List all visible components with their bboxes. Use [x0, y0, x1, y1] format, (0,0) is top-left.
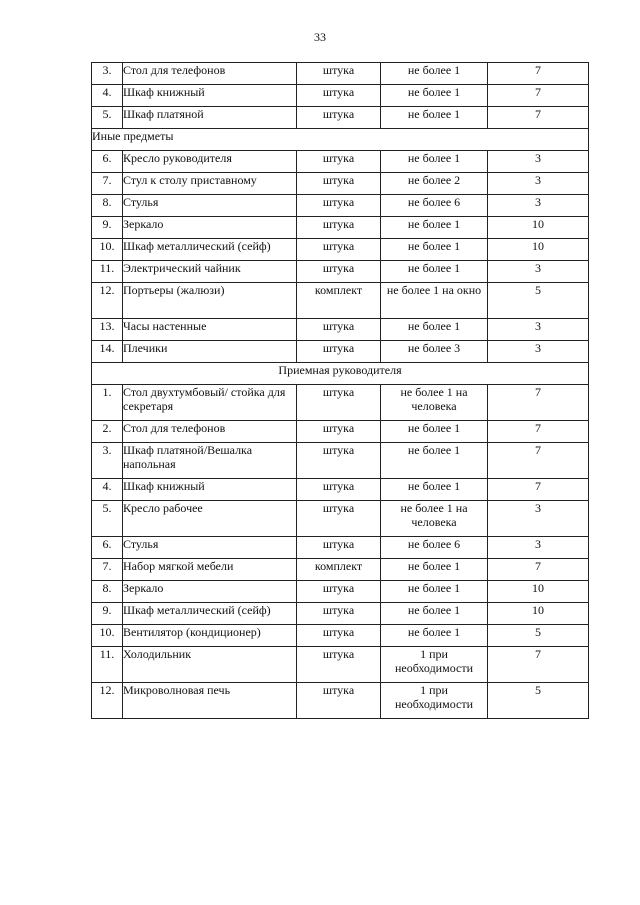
item-term: 7: [488, 421, 589, 443]
row-number: 4.: [92, 479, 123, 501]
row-number: 3.: [92, 443, 123, 479]
table-row: [92, 63, 589, 85]
item-unit: штука: [297, 479, 381, 501]
item-name: Вентилятор (кондиционер): [123, 625, 297, 647]
item-name: Шкаф металлический (сейф): [123, 603, 297, 625]
item-name: Шкаф книжный: [123, 85, 297, 107]
row-number: 7.: [92, 559, 123, 581]
item-term: 3: [488, 501, 589, 537]
item-name: Шкаф платяной: [123, 107, 297, 129]
furniture-table: [91, 62, 589, 719]
row-number: 5.: [92, 107, 123, 129]
item-name: Часы настенные: [123, 319, 297, 341]
item-quantity: не более 1 на окно: [381, 283, 488, 319]
item-quantity: не более 1: [381, 559, 488, 581]
item-term: 7: [488, 479, 589, 501]
item-unit: штука: [297, 603, 381, 625]
item-quantity: не более 1: [381, 625, 488, 647]
table-row: [92, 261, 589, 283]
table-row: [92, 217, 589, 239]
item-quantity: не более 1: [381, 443, 488, 479]
table-row: [92, 239, 589, 261]
item-name: Плечики: [123, 341, 297, 363]
item-unit: штука: [297, 63, 381, 85]
item-name: Зеркало: [123, 581, 297, 603]
table-row: [92, 647, 589, 683]
table-row: [92, 537, 589, 559]
row-number: 1.: [92, 385, 123, 421]
table-row: [92, 603, 589, 625]
item-term: 7: [488, 107, 589, 129]
item-unit: штука: [297, 261, 381, 283]
table-row: [92, 559, 589, 581]
item-term: 7: [488, 559, 589, 581]
table-body: [92, 63, 589, 719]
item-term: 7: [488, 385, 589, 421]
row-number: 9.: [92, 603, 123, 625]
item-quantity: не более 1: [381, 85, 488, 107]
table-row: [92, 107, 589, 129]
item-unit: штука: [297, 385, 381, 421]
item-name: Стулья: [123, 537, 297, 559]
item-term: 5: [488, 683, 589, 719]
item-name: Зеркало: [123, 217, 297, 239]
item-term: 3: [488, 173, 589, 195]
item-quantity: не более 6: [381, 537, 488, 559]
item-unit: штука: [297, 501, 381, 537]
item-term: 7: [488, 443, 589, 479]
item-term: 5: [488, 625, 589, 647]
item-name: Стол для телефонов: [123, 63, 297, 85]
item-unit: штука: [297, 625, 381, 647]
item-term: 3: [488, 151, 589, 173]
row-number: 11.: [92, 261, 123, 283]
row-number: 4.: [92, 85, 123, 107]
item-term: 7: [488, 63, 589, 85]
row-number: 11.: [92, 647, 123, 683]
item-name: Микроволновая печь: [123, 683, 297, 719]
row-number: 2.: [92, 421, 123, 443]
row-number: 5.: [92, 501, 123, 537]
item-name: Шкаф платяной/Вешалка напольная: [123, 443, 297, 479]
item-unit: штука: [297, 341, 381, 363]
table-row: [92, 85, 589, 107]
item-name: Стол для телефонов: [123, 421, 297, 443]
table-row: [92, 151, 589, 173]
item-term: 3: [488, 341, 589, 363]
row-number: 10.: [92, 239, 123, 261]
row-number: 13.: [92, 319, 123, 341]
item-quantity: 1 при необходимости: [381, 647, 488, 683]
table-row: [92, 683, 589, 719]
item-name: Электрический чайник: [123, 261, 297, 283]
item-name: Кресло рабочее: [123, 501, 297, 537]
section-row: [92, 363, 589, 385]
item-quantity: не более 1: [381, 421, 488, 443]
table-row: [92, 501, 589, 537]
item-unit: штука: [297, 421, 381, 443]
row-number: 8.: [92, 195, 123, 217]
table-row: [92, 625, 589, 647]
item-unit: штука: [297, 647, 381, 683]
item-term: 3: [488, 319, 589, 341]
section-title: Приемная руководителя: [92, 363, 589, 385]
item-unit: штука: [297, 537, 381, 559]
item-quantity: не более 1: [381, 63, 488, 85]
item-term: 10: [488, 239, 589, 261]
item-quantity: не более 1: [381, 239, 488, 261]
table-row: [92, 283, 589, 319]
item-unit: комплект: [297, 283, 381, 319]
item-term: 7: [488, 647, 589, 683]
item-term: 3: [488, 261, 589, 283]
item-quantity: не более 3: [381, 341, 488, 363]
table-row: [92, 581, 589, 603]
row-number: 8.: [92, 581, 123, 603]
item-quantity: не более 1: [381, 151, 488, 173]
item-term: 3: [488, 537, 589, 559]
item-name: Кресло руководителя: [123, 151, 297, 173]
table-row: [92, 195, 589, 217]
item-quantity: не более 1: [381, 261, 488, 283]
item-name: Стул к столу приставному: [123, 173, 297, 195]
item-term: 7: [488, 85, 589, 107]
row-number: 6.: [92, 151, 123, 173]
item-unit: штука: [297, 319, 381, 341]
item-unit: штука: [297, 173, 381, 195]
item-unit: штука: [297, 581, 381, 603]
section-title: Иные предметы: [92, 129, 589, 151]
table-row: [92, 385, 589, 421]
item-unit: штука: [297, 443, 381, 479]
row-number: 12.: [92, 683, 123, 719]
item-quantity: не более 1 на человека: [381, 501, 488, 537]
item-quantity: не более 1: [381, 603, 488, 625]
item-name: Шкаф книжный: [123, 479, 297, 501]
item-name: Набор мягкой мебели: [123, 559, 297, 581]
item-unit: штука: [297, 217, 381, 239]
row-number: 12.: [92, 283, 123, 319]
table-row: [92, 341, 589, 363]
row-number: 10.: [92, 625, 123, 647]
item-quantity: не более 2: [381, 173, 488, 195]
item-name: Стол двухтумбовый/ стойка для секретаря: [123, 385, 297, 421]
item-unit: штука: [297, 683, 381, 719]
item-name: Портьеры (жалюзи): [123, 283, 297, 319]
item-term: 10: [488, 581, 589, 603]
row-number: 6.: [92, 537, 123, 559]
section-row: [92, 129, 589, 151]
item-unit: штука: [297, 107, 381, 129]
item-quantity: не более 1: [381, 217, 488, 239]
item-term: 10: [488, 603, 589, 625]
item-term: 5: [488, 283, 589, 319]
item-quantity: не более 1: [381, 319, 488, 341]
item-quantity: не более 1: [381, 107, 488, 129]
page-number: 33: [314, 30, 326, 44]
item-unit: штука: [297, 195, 381, 217]
row-number: 14.: [92, 341, 123, 363]
item-quantity: 1 при необходимости: [381, 683, 488, 719]
item-term: 3: [488, 195, 589, 217]
table-row: [92, 421, 589, 443]
item-unit: штука: [297, 85, 381, 107]
item-quantity: не более 1: [381, 581, 488, 603]
item-term: 10: [488, 217, 589, 239]
table-row: [92, 443, 589, 479]
item-unit: комплект: [297, 559, 381, 581]
table-row: [92, 479, 589, 501]
item-unit: штука: [297, 151, 381, 173]
table-row: [92, 173, 589, 195]
row-number: 3.: [92, 63, 123, 85]
item-quantity: не более 6: [381, 195, 488, 217]
row-number: 9.: [92, 217, 123, 239]
item-name: Холодильник: [123, 647, 297, 683]
item-name: Шкаф металлический (сейф): [123, 239, 297, 261]
item-unit: штука: [297, 239, 381, 261]
row-number: 7.: [92, 173, 123, 195]
table-row: [92, 319, 589, 341]
item-name: Стулья: [123, 195, 297, 217]
item-quantity: не более 1 на человека: [381, 385, 488, 421]
item-quantity: не более 1: [381, 479, 488, 501]
